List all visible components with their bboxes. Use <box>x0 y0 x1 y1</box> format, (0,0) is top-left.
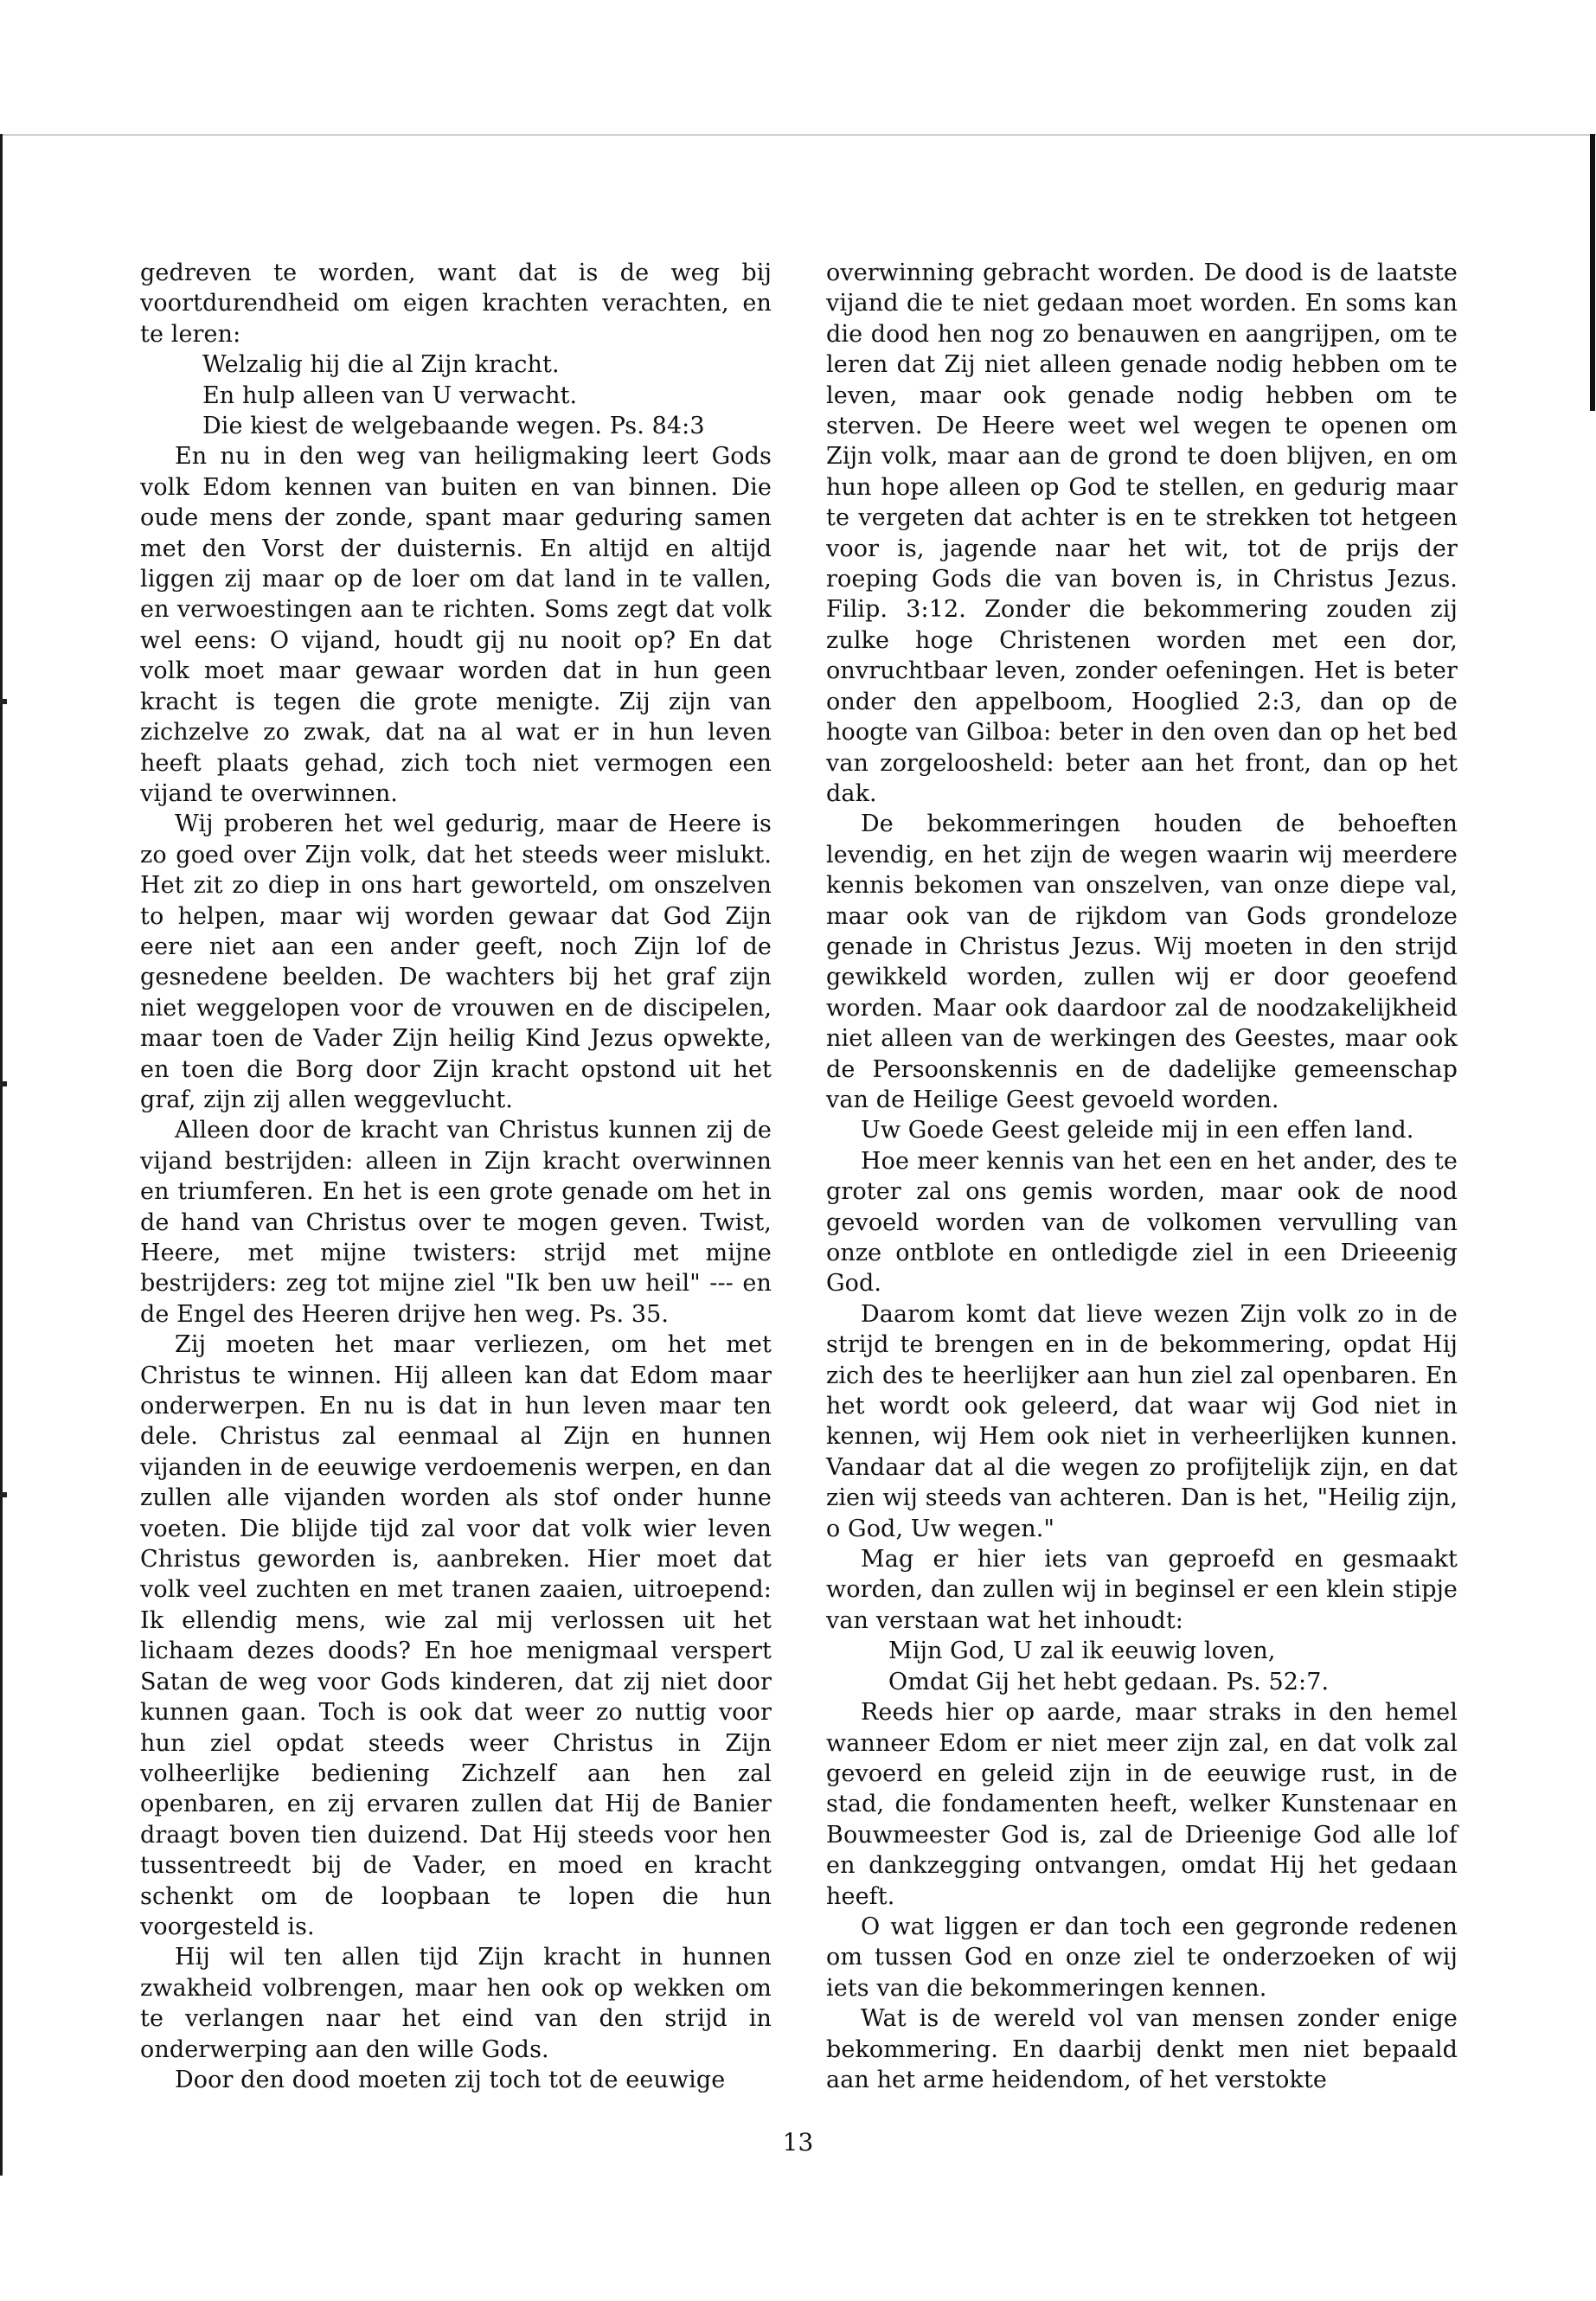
verse-line: En hulp alleen van U verwacht. <box>202 381 578 409</box>
paragraph: overwinning gebracht worden. De dood is de laatste vijand die te niet gedaan moet worden. En soms kan die dood hen nog zo benauwen en aangrijpen, om te leren dat Zij niet alleen genade nodig hebben om te leven, maar ook genade nodig hebben om te sterven. De Heere weet wel wegen te openen om Zijn volk, maar aan de grond te doen blijven, en om hun hope alleen op God te stellen, en gedurig maar te vergeten dat achter is en te strekken tot hetgeen voor is, jagende naar het wit, tot de prijs der roeping Gods die van boven is, in Christus Jezus. Filip. 3:12. Zonder die bekommering zouden zij zulke hoge Christenen worden met een dor, onvruchtbaar leven, zonder oefeningen. Het is beter onder den appelboom, Hooglied 2:3, dan op de hoogte van Gilboa: beter in den oven dan op het bed van zorgeloosheld: beter aan het front, dan op het dak. <box>826 260 1458 807</box>
paragraph: Reeds hier op aarde, maar straks in den hemel wanneer Edom er niet meer zijn zal, en dat volk zal gevoerd en geleid zijn in de eeuwige rust, in de stad, die fondamenten heeft, welker Kunstenaar en Bouwmeester God is, zal de Drieenige God alle lof en dankzegging ontvangen, omdat Hij het gedaan heeft. <box>826 1699 1458 1910</box>
margin-mark <box>0 1492 7 1497</box>
paragraph: En nu in den weg van heiligmaking leert Gods volk Edom kennen van buiten en van binnen. Die oude mens der zonde, spant maar geduring samen met den Vorst der duisternis. En altijd en altijd liggen zij maar op de loer om dat land in te vallen, en verwoestingen aan te richten. Soms zegt dat volk wel eens: O vijand, houdt gij nu nooit op? En dat volk moet maar gewaar worden dat in hun geen kracht is tegen die grote menigte. Zij zijn van zichzelve zo zwak, dat na al wat er in hun leven heeft plaats gehad, zich toch niet vermogen een vijand te overwinnen. <box>140 443 772 807</box>
paragraph: Alleen door de kracht van Christus kunnen zij de vijand bestrijden: alleen in Zijn kracht overwinnen en triumferen. En het is een grote genade om het in de hand van Christus over te mogen geven. Twist, Heere, met mijne twisters: strijd met mijne bestrijders: zeg tot mijne ziel "Ik ben uw heil" --- en de Engel des Heeren drijve hen weg. Ps. 35. <box>140 1117 772 1328</box>
paragraph: Hoe meer kennis van het een en het ander, des te groter zal ons gemis worden, maar ook de nood gevoeld worden van de volkomen vervulling van onze ontblote en ontledigde ziel in een Drieeenig God. <box>826 1147 1458 1298</box>
verse-line: Omdat Gij het hebt gedaan. Ps. 52:7. <box>888 1668 1330 1695</box>
paragraph: Uw Goede Geest geleide mij in een effen land. <box>861 1117 1414 1144</box>
page-number: 13 <box>782 2128 814 2157</box>
verse-line: Welzalig hij die al Zijn kracht. <box>202 351 560 379</box>
margin-mark <box>0 699 7 704</box>
scan-edge-right <box>1590 134 1595 411</box>
verse-line: Mijn God, U zal ik eeuwig loven, <box>888 1638 1276 1665</box>
paragraph: gedreven te worden, want dat is de weg bij voortdurendheid om eigen krachten verachten, en te leren: <box>140 260 772 348</box>
scan-edge-top <box>0 134 1596 136</box>
paragraph: Zij moeten het maar verliezen, om het met Christus te winnen. Hij alleen kan dat Edom maar onderwerpen. En nu is dat in hun leven maar ten dele. Christus zal eenmaal al Zijn en hunnen vijanden in de eeuwige verdoemenis werpen, en dan zullen alle vijanden worden als stof onder hunne voeten. Die blijde tijd zal voor dat volk wier leven Christus geworden is, aanbreken. Hier moet dat volk veel zuchten en met tranen zaaien, uitroepend: Ik ellendig mens, wie zal mij verlossen uit het lichaam dezes doods? En hoe menigmaal verspert Satan de weg voor Gods kinderen, dat zij niet door kunnen gaan. Toch is ook dat weer zo nuttig voor hun ziel opdat steeds weer Christus in Zijn volheerlijke bediening Zichzelf aan hen zal openbaren, en zij ervaren zullen dat Hij de Banier draagt boven tien duizend. Dat Hij steeds voor hen tussentreedt bij de Vader, en moed en kracht schenkt om de loopbaan te lopen die hun voorgesteld is. <box>140 1331 772 1940</box>
paragraph: Hij wil ten allen tijd Zijn kracht in hunnen zwakheid volbrengen, maar hen ook op wekken om te verlangen naar het eind van den strijd in onderwerping aan den wille Gods. <box>140 1944 772 2063</box>
paragraph: Door den dood moeten zij toch tot de eeuwige <box>175 2066 726 2093</box>
paragraph: Daarom komt dat lieve wezen Zijn volk zo in de strijd te brengen en in de bekommering, opdat Hij zich des te heerlijker aan hun ziel zal openbaren. En het wordt ook geleerd, dat waar wij God niet in kennen, wij Hem ook niet in verheerlijken kunnen. Vandaar dat al die wegen zo profijtelijk zijn, en dat zien wij steeds van achteren. Dan is het, "Heilig zijn, o God, Uw wegen." <box>826 1300 1458 1542</box>
margin-mark <box>0 1081 7 1086</box>
right-column <box>826 258 1458 2095</box>
paragraph: O wat liggen er dan toch een gegronde redenen om tussen God en onze ziel te onderzoeken of wij iets van die bekommeringen kennen. <box>826 1913 1458 2002</box>
paragraph: De bekommeringen houden de behoeften levendig, en het zijn de wegen waarin wij meerdere kennis bekomen van onszelven, van onze diepe val, maar ook van de rijkdom van Gods grondeloze genade in Christus Jezus. Wij moeten in den strijd gewikkeld worden, zullen wij er door geoefend worden. Maar ook daardoor zal de noodzakelijkheid niet alleen van de werkingen des Geestes, maar ook de Persoonskennis en de dadelijke gemeenschap van de Heilige Geest gevoeld worden. <box>826 811 1458 1113</box>
paragraph: Wij proberen het wel gedurig, maar de Heere is zo goed over Zijn volk, dat het steeds weer mislukt. Het zit zo diep in ons hart geworteld, om onszelven to helpen, maar wij worden gewaar dat God Zijn eere niet aan een ander geeft, noch Zijn lof de gesnedene beelden. De wachters bij het graf zijn niet weggelopen voor de vrouwen en de discipelen, maar toen de Vader Zijn heilig Kind Jezus opwekte, en toen die Borg door Zijn kracht opstond uit het graf, zijn zij allen weggevlucht. <box>140 811 772 1113</box>
verse-line: Die kiest de welgebaande wegen. Ps. 84:3 <box>202 413 705 440</box>
scan-edge-left <box>0 134 3 2176</box>
left-column <box>140 258 772 2095</box>
paragraph: Wat is de wereld vol van mensen zonder enige bekommering. En daarbij denkt men niet bepaald aan het arme heidendom, of het verstokte <box>826 2005 1458 2093</box>
paragraph: Mag er hier iets van geproefd en gesmaakt worden, dan zullen wij in beginsel er een klein stipje van verstaan wat het inhoudt: <box>826 1546 1458 1634</box>
